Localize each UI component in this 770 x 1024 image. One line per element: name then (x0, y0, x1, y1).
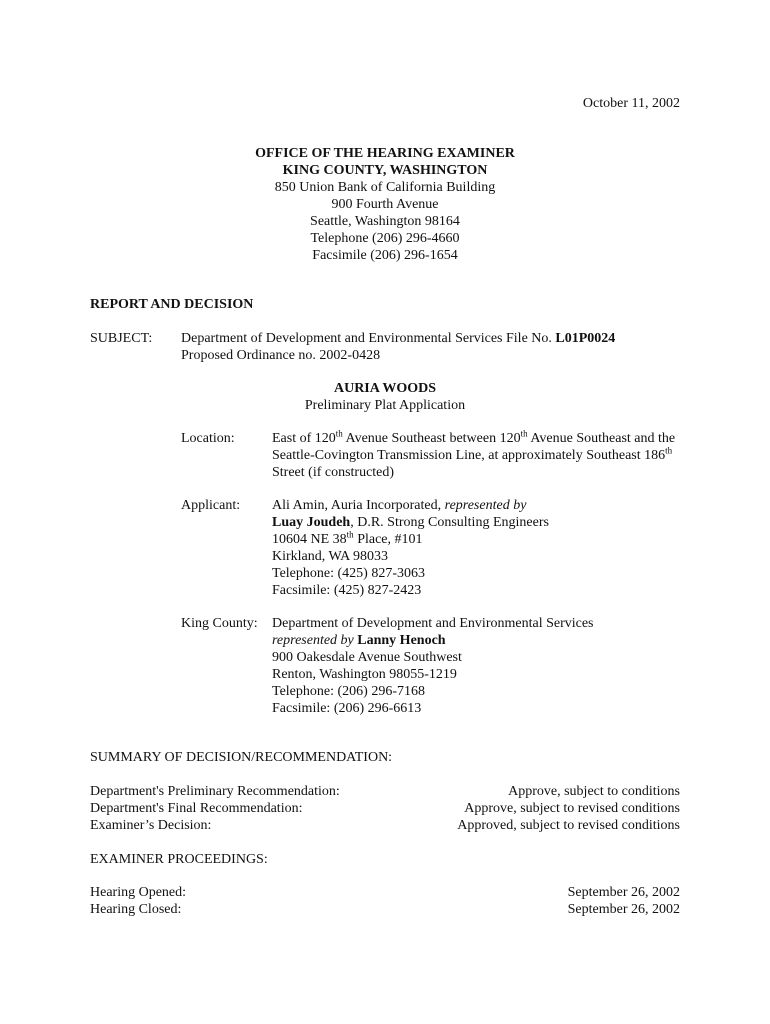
location-line-3: Street (if constructed) (272, 465, 395, 480)
king-county-seg: represented by (272, 633, 354, 648)
location-label: Location: (181, 431, 235, 446)
project-name: AURIA WOODS (333, 381, 437, 396)
location-seg: East of 120 (272, 431, 336, 446)
king-county-line-5: Telephone: (206) 296-7168 (272, 684, 425, 699)
location-line-1 (272, 430, 692, 447)
summary-row-value: Approve, subject to conditions (508, 784, 680, 799)
superscript-th: th (346, 529, 354, 540)
proceedings-row-label: Hearing Closed: (90, 902, 182, 917)
king-county-label: King County: (181, 616, 258, 631)
report-title: REPORT AND DECISION (90, 297, 254, 312)
applicant-seg: , D.R. Strong Consulting Engineers (350, 515, 549, 530)
king-county-line-6: Facsimile: (206) 296-6613 (272, 701, 422, 716)
location-seg: Avenue Southeast and the (527, 431, 676, 446)
office-name: OFFICE OF THE HEARING EXAMINER (255, 146, 515, 161)
county-name: KING COUNTY, WASHINGTON (282, 163, 488, 178)
summary-heading: SUMMARY OF DECISION/RECOMMENDATION: (90, 750, 393, 765)
applicant-label: Applicant: (181, 498, 241, 513)
office-street: 900 Fourth Avenue (331, 197, 439, 212)
subject-file-text: Department of Development and Environmental Services File No. (181, 331, 556, 346)
location-text (272, 430, 692, 481)
subject-label: SUBJECT: (90, 331, 153, 346)
office-building: 850 Union Bank of California Building (274, 180, 496, 195)
summary-row-label: Department's Final Recommendation: (90, 801, 303, 816)
superscript-th: th (335, 428, 343, 439)
applicant-rep-name: Luay Joudeh (272, 515, 351, 530)
applicant-seg: 10604 NE 38 (272, 532, 347, 547)
subject-line-1 (181, 330, 615, 347)
location-seg: Seattle-Covington Transmission Line, at approximately Southeast 186 (272, 448, 666, 463)
king-county-text (272, 615, 692, 717)
applicant-seg: represented by (444, 498, 527, 513)
office-city: Seattle, Washington 98164 (310, 214, 460, 229)
applicant-line-2 (272, 514, 692, 531)
applicant-seg: Ali Amin, Auria Incorporated, (272, 498, 445, 513)
applicant-line-1 (272, 497, 692, 514)
superscript-th: th (665, 445, 673, 456)
king-county-line-1: Department of Development and Environmental Services (272, 616, 594, 631)
subject-line-2: Proposed Ordinance no. 2002-0428 (181, 348, 381, 363)
project-heading (0, 380, 770, 414)
applicant-seg: Place, #101 (353, 532, 423, 547)
applicant-text (272, 497, 692, 599)
file-number: L01P0024 (555, 331, 616, 346)
applicant-line-4: Kirkland, WA 98033 (272, 549, 389, 564)
location-line-2 (272, 447, 692, 464)
proceedings-heading: EXAMINER PROCEEDINGS: (90, 852, 268, 867)
summary-row-value: Approve, subject to revised conditions (464, 801, 680, 816)
summary-row-label: Examiner’s Decision: (90, 818, 212, 833)
office-header (0, 145, 770, 264)
applicant-line-6: Facsimile: (425) 827-2423 (272, 583, 422, 598)
office-facsimile: Facsimile (206) 296-1654 (312, 248, 458, 263)
proceedings-row-value: September 26, 2002 (567, 885, 680, 900)
document-date: October 11, 2002 (582, 96, 680, 111)
king-county-rep-name: Lanny Henoch (353, 633, 446, 648)
superscript-th: th (520, 428, 528, 439)
proceedings-row-value: September 26, 2002 (567, 902, 680, 917)
applicant-line-5: Telephone: (425) 827-3063 (272, 566, 425, 581)
king-county-line-2 (272, 632, 692, 649)
king-county-line-4: Renton, Washington 98055-1219 (272, 667, 457, 682)
project-type: Preliminary Plat Application (304, 398, 466, 413)
applicant-line-3 (272, 531, 692, 548)
king-county-line-3: 900 Oakesdale Avenue Southwest (272, 650, 462, 665)
location-seg: Avenue Southeast between 120 (342, 431, 521, 446)
summary-row-label: Department's Preliminary Recommendation: (90, 784, 340, 799)
office-telephone: Telephone (206) 296-4660 (310, 231, 460, 246)
subject-text (181, 330, 615, 364)
proceedings-row-label: Hearing Opened: (90, 885, 187, 900)
summary-row-value: Approved, subject to revised conditions (457, 818, 680, 833)
